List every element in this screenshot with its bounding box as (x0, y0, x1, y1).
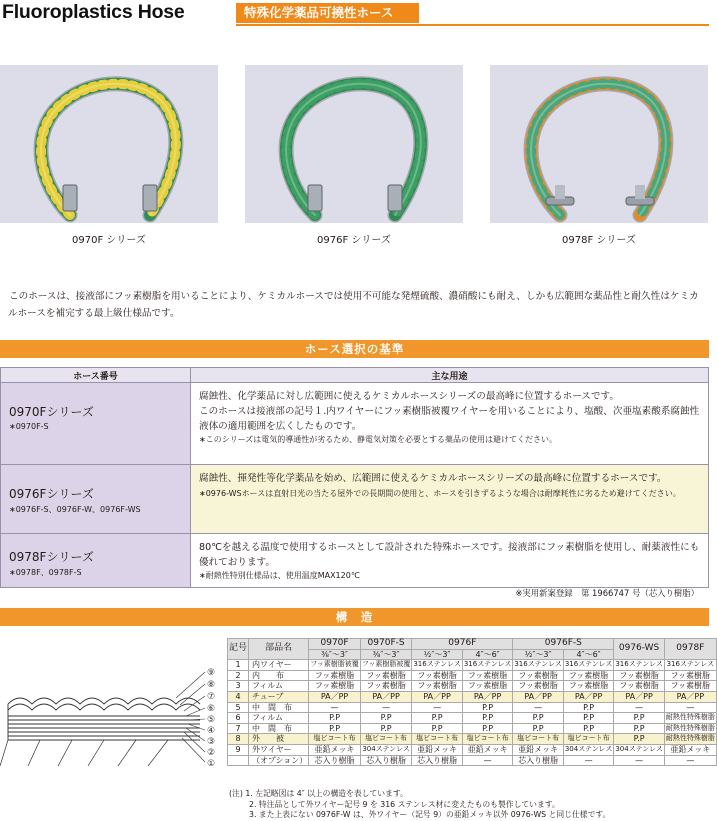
row-part: フィルム (249, 681, 309, 692)
table-cell: — (462, 755, 513, 766)
table-cell: PA／PP (309, 691, 361, 702)
col-part: 部品名 (249, 639, 309, 660)
row-no (228, 755, 249, 766)
row-part: 中 間 布 (249, 702, 309, 713)
row-no: 7 (228, 723, 249, 734)
title-underline (236, 24, 709, 26)
diagram-label: ⑥ (207, 704, 216, 714)
row-sub: ∗0978F、0978F-S (9, 568, 82, 577)
table-cell: フッ素樹脂 (412, 670, 463, 681)
table-row (228, 723, 717, 734)
structure-table (227, 638, 717, 766)
flange-stem (635, 185, 645, 199)
table-row (228, 713, 717, 724)
row-name: 0970Fシリーズ (9, 405, 94, 419)
row-no: 6 (228, 713, 249, 724)
table-cell: フッ素樹脂 (462, 681, 513, 692)
table-row (228, 744, 717, 755)
row-part: 外 被 (249, 734, 309, 745)
usage-line: 80℃を越える温度で使用するホースとして設計された特殊ホースです。接液部にフッ素樹脂を使用し、耐薬液性にも優れております。 (199, 542, 700, 568)
table-cell: 亜鉛メッキ (309, 744, 361, 755)
flange-stem (555, 185, 565, 199)
row-name-cell (1, 465, 191, 534)
caption-0970f: 0970F シリーズ (72, 235, 146, 246)
table-cell: 芯入り樹脂 (309, 755, 361, 766)
table-cell: P.P (513, 713, 564, 724)
row-part: 中 間 布 (249, 723, 309, 734)
model-header: 0970F (309, 639, 361, 650)
coupler-fitting (143, 185, 157, 211)
table-row (228, 681, 717, 692)
table-cell: — (614, 755, 665, 766)
table-cell: フッ素樹脂 (664, 681, 716, 692)
table-row (1, 383, 709, 465)
table-cell: PA／PP (513, 691, 564, 702)
table-cell: フッ素樹脂 (614, 681, 665, 692)
table-cell: P.P (462, 713, 513, 724)
table-cell: 304ステンレス (360, 744, 412, 755)
row-no: 2 (228, 670, 249, 681)
table-cell: 芯入り樹脂 (513, 755, 564, 766)
hose-illustration (245, 65, 463, 223)
size-header: ½″～3″ (412, 649, 463, 660)
row-name-cell (1, 383, 191, 465)
usage-line: このホースは接液部の記号１.内ワイヤーにフッ素樹脂被覆ワイヤーを用いることにより、塩酸、次亜塩素酸系腐蝕性液体の適用範囲を広くしたものです。 (199, 406, 700, 432)
structure-section-title: 構 造 (0, 608, 709, 626)
table-cell: 亜鉛メッキ (513, 744, 564, 755)
table-cell: 316ステンレス (614, 660, 665, 671)
intro-text (8, 288, 708, 322)
diagram-label: ⑤ (207, 715, 216, 725)
table-cell: P.P (614, 723, 665, 734)
table-row (228, 660, 717, 671)
row-part: 外ワイヤー (249, 744, 309, 755)
row-part: フィルム (249, 713, 309, 724)
row-no: 5 (228, 702, 249, 713)
table-cell: フッ素樹脂 (412, 681, 463, 692)
table-cell: PA／PP (462, 691, 513, 702)
row-part: 内 布 (249, 670, 309, 681)
row-part: （オプション） (249, 755, 309, 766)
hose-structure-diagram (0, 648, 228, 768)
table-cell: フッ素樹脂 (563, 681, 614, 692)
row-part: チューブ (249, 691, 309, 702)
photo-0976f (245, 65, 463, 223)
row-sub: ∗0970F-S (9, 422, 49, 431)
size-header: ⅜″～3″ (360, 649, 412, 660)
table-cell: 亜鉛メッキ (462, 744, 513, 755)
model-header: 0976F-S (513, 639, 614, 650)
table-cell: フッ素樹脂 (360, 681, 412, 692)
header (0, 0, 709, 30)
table-cell: フッ素樹脂 (664, 670, 716, 681)
model-header: 0970F-S (360, 639, 412, 650)
row-usage-cell (191, 534, 709, 588)
row-no: 8 (228, 734, 249, 745)
table-cell: P.P (360, 723, 412, 734)
table-cell: P.P (614, 713, 665, 724)
table-cell: フッ素樹脂 (360, 670, 412, 681)
table-cell: フッ素樹脂 (309, 681, 361, 692)
note-line: 2. 特注品として外ワイヤー記号 9 を 316 ステンレス材に変えたものも製作しています。 (249, 799, 560, 809)
table-cell: P.P (412, 713, 463, 724)
photo-0970f (0, 65, 218, 223)
table-cell: PA／PP (664, 691, 716, 702)
table-row (228, 670, 717, 681)
table-cell: P.P (614, 734, 665, 745)
row-sub: ∗0976F-S、0976F-W、0976F-WS (9, 505, 141, 514)
selection-section-title: ホース選択の基準 (0, 340, 709, 358)
table-cell: P.P (412, 723, 463, 734)
diagram-label: ④ (207, 726, 216, 736)
table-cell: P.P (360, 713, 412, 724)
table-cell: 304ステンレス (614, 744, 665, 755)
note-line: (注) 1. 左記略図は 4″ 以上の構造を表しています。 (229, 789, 408, 798)
coupler-fitting (63, 185, 77, 211)
model-header: 0978F (664, 639, 716, 660)
row-part: 内ワイヤー (249, 660, 309, 671)
size-header: ⅜″～3″ (309, 649, 361, 660)
table-row (228, 691, 717, 702)
coupler-fitting (388, 185, 402, 211)
table-cell: 316ステンレス (412, 660, 463, 671)
table-row (1, 534, 709, 588)
col-no: 記号 (228, 639, 249, 660)
diagram-label: ⑨ (207, 668, 216, 678)
table-cell: フッ素樹脂 (614, 670, 665, 681)
usage-note: ∗このシリーズは電気的導通性が劣るため、静電気対策を必要とする薬品の使用は避けてください。 (199, 435, 557, 444)
table-cell: 耐熱性特殊樹脂 (664, 734, 716, 745)
row-no: 4 (228, 691, 249, 702)
table-cell: PA／PP (614, 691, 665, 702)
title-en: Fluoroplastics Hose (2, 1, 185, 23)
row-no: 1 (228, 660, 249, 671)
table-cell: フッ素樹脂 (462, 670, 513, 681)
row-usage-cell (191, 465, 709, 534)
table-cell: PA／PP (563, 691, 614, 702)
note-line: 3. また上表にない 0976F-W は、外ワイヤー（記号 9）の亜鉛メッキ以外 0976-WS と同じ仕様です。 (249, 810, 611, 819)
table-cell: 塩ビコート布 (360, 734, 412, 745)
table-cell: 耐熱性特殊樹脂 (664, 713, 716, 724)
table-row (228, 702, 717, 713)
table-cell: PA／PP (412, 691, 463, 702)
usage-line: 腐蝕性、化学薬品に対し広範囲に使えるケミカルホースシリーズの最高峰に位置するホースです。 (199, 391, 619, 402)
table-row (228, 734, 717, 745)
hose-illustration (490, 65, 708, 223)
title-jp-badge: 特殊化学薬品可撓性ホース (236, 3, 419, 23)
table-cell: P.P (462, 723, 513, 734)
diagram-label: ① (207, 759, 216, 769)
row-name: 0978Fシリーズ (9, 550, 94, 564)
coupler-fitting (308, 185, 322, 211)
table-cell: 塩ビコート布 (513, 734, 564, 745)
structure-table-body (228, 660, 717, 766)
row-usage-cell (191, 383, 709, 465)
table-cell: P.P (462, 702, 513, 713)
table-cell: — (664, 702, 716, 713)
patent-note: ※実用新案登録 第 1966747 号（芯入り樹脂） (515, 588, 699, 598)
diagram-label: ⑦ (207, 692, 216, 702)
table-cell: — (412, 702, 463, 713)
table-cell: 亜鉛メッキ (412, 744, 463, 755)
table-cell: 塩ビコート布 (563, 734, 614, 745)
table-cell: P.P (513, 723, 564, 734)
table-cell: 耐熱性特殊樹脂 (664, 723, 716, 734)
table-cell: P.P (563, 702, 614, 713)
diagram-label: ⑧ (207, 680, 216, 690)
structure-notes (229, 789, 610, 821)
size-header: 4″～6″ (563, 649, 614, 660)
row-no: 3 (228, 681, 249, 692)
diagram-label: ② (207, 748, 216, 758)
table-cell: 芯入り樹脂 (412, 755, 463, 766)
size-header: 4″～6″ (462, 649, 513, 660)
table-cell: P.P (563, 723, 614, 734)
table-cell: — (614, 702, 665, 713)
row-name: 0976Fシリーズ (9, 487, 94, 501)
caption-0978f: 0978F シリーズ (562, 235, 636, 246)
table-cell: 芯入り樹脂 (360, 755, 412, 766)
table-cell: P.P (309, 723, 361, 734)
table-cell: フッ素樹脂 (513, 670, 564, 681)
table-cell: — (360, 702, 412, 713)
table-cell: フッ素樹脂 (309, 670, 361, 681)
table-cell: フッ素樹脂被覆 (309, 660, 361, 671)
table-cell: — (513, 702, 564, 713)
table-row (228, 755, 717, 766)
usage-line: 腐蝕性、揮発性等化学薬品を始め、広範囲に使えるケミカルホースシリーズの最高峰に位置するホースです。 (199, 473, 667, 484)
table-cell: フッ素樹脂 (563, 670, 614, 681)
table-cell: — (664, 755, 716, 766)
table-cell: 亜鉛メッキ (664, 744, 716, 755)
photo-0978f (490, 65, 708, 223)
model-header: 0976F (412, 639, 513, 650)
intro-body: このホースは、接液部にフッ素樹脂を用いることにより、ケミカルホースでは使用不可能な発煙硫酸、濃硝酸にも耐え、しかも広範囲な薬品性と耐久性はケミカルホースを補完する最上級仕様品です。 (8, 291, 699, 319)
table-cell: 316ステンレス (462, 660, 513, 671)
table-cell: — (563, 755, 614, 766)
usage-note: ∗耐熱性特別仕様品は、使用温度MAX120℃ (199, 571, 360, 580)
caption-0976f: 0976F シリーズ (317, 235, 391, 246)
row-no: 9 (228, 744, 249, 755)
table-cell: フッ素樹脂被覆 (360, 660, 412, 671)
size-header: ½″～3″ (513, 649, 564, 660)
table-cell: P.P (563, 713, 614, 724)
col-main-usage: 主な用途 (191, 368, 709, 383)
table-cell: フッ素樹脂 (513, 681, 564, 692)
table-cell: 316ステンレス (513, 660, 564, 671)
col-hose-number: ホース番号 (1, 368, 191, 383)
selection-table (0, 367, 709, 588)
table-cell: 316ステンレス (563, 660, 614, 671)
usage-note: ∗0976-WSホースは直射日光の当たる屋外での長期間の使用と、ホースを引きずるような場合は耐摩耗性に劣るため避けてください。 (199, 489, 681, 498)
diagram-label: ③ (207, 737, 216, 747)
table-cell: P.P (309, 713, 361, 724)
table-cell: 塩ビコート布 (412, 734, 463, 745)
table-cell: 316ステンレス (664, 660, 716, 671)
hose-illustration (0, 65, 218, 223)
table-cell: 塩ビコート布 (309, 734, 361, 745)
row-name-cell (1, 534, 191, 588)
table-cell: — (309, 702, 361, 713)
table-cell: PA／PP (360, 691, 412, 702)
table-cell: 304ステンレス (563, 744, 614, 755)
model-header: 0976-WS (614, 639, 665, 660)
table-cell: 塩ビコート布 (462, 734, 513, 745)
table-row (1, 465, 709, 534)
